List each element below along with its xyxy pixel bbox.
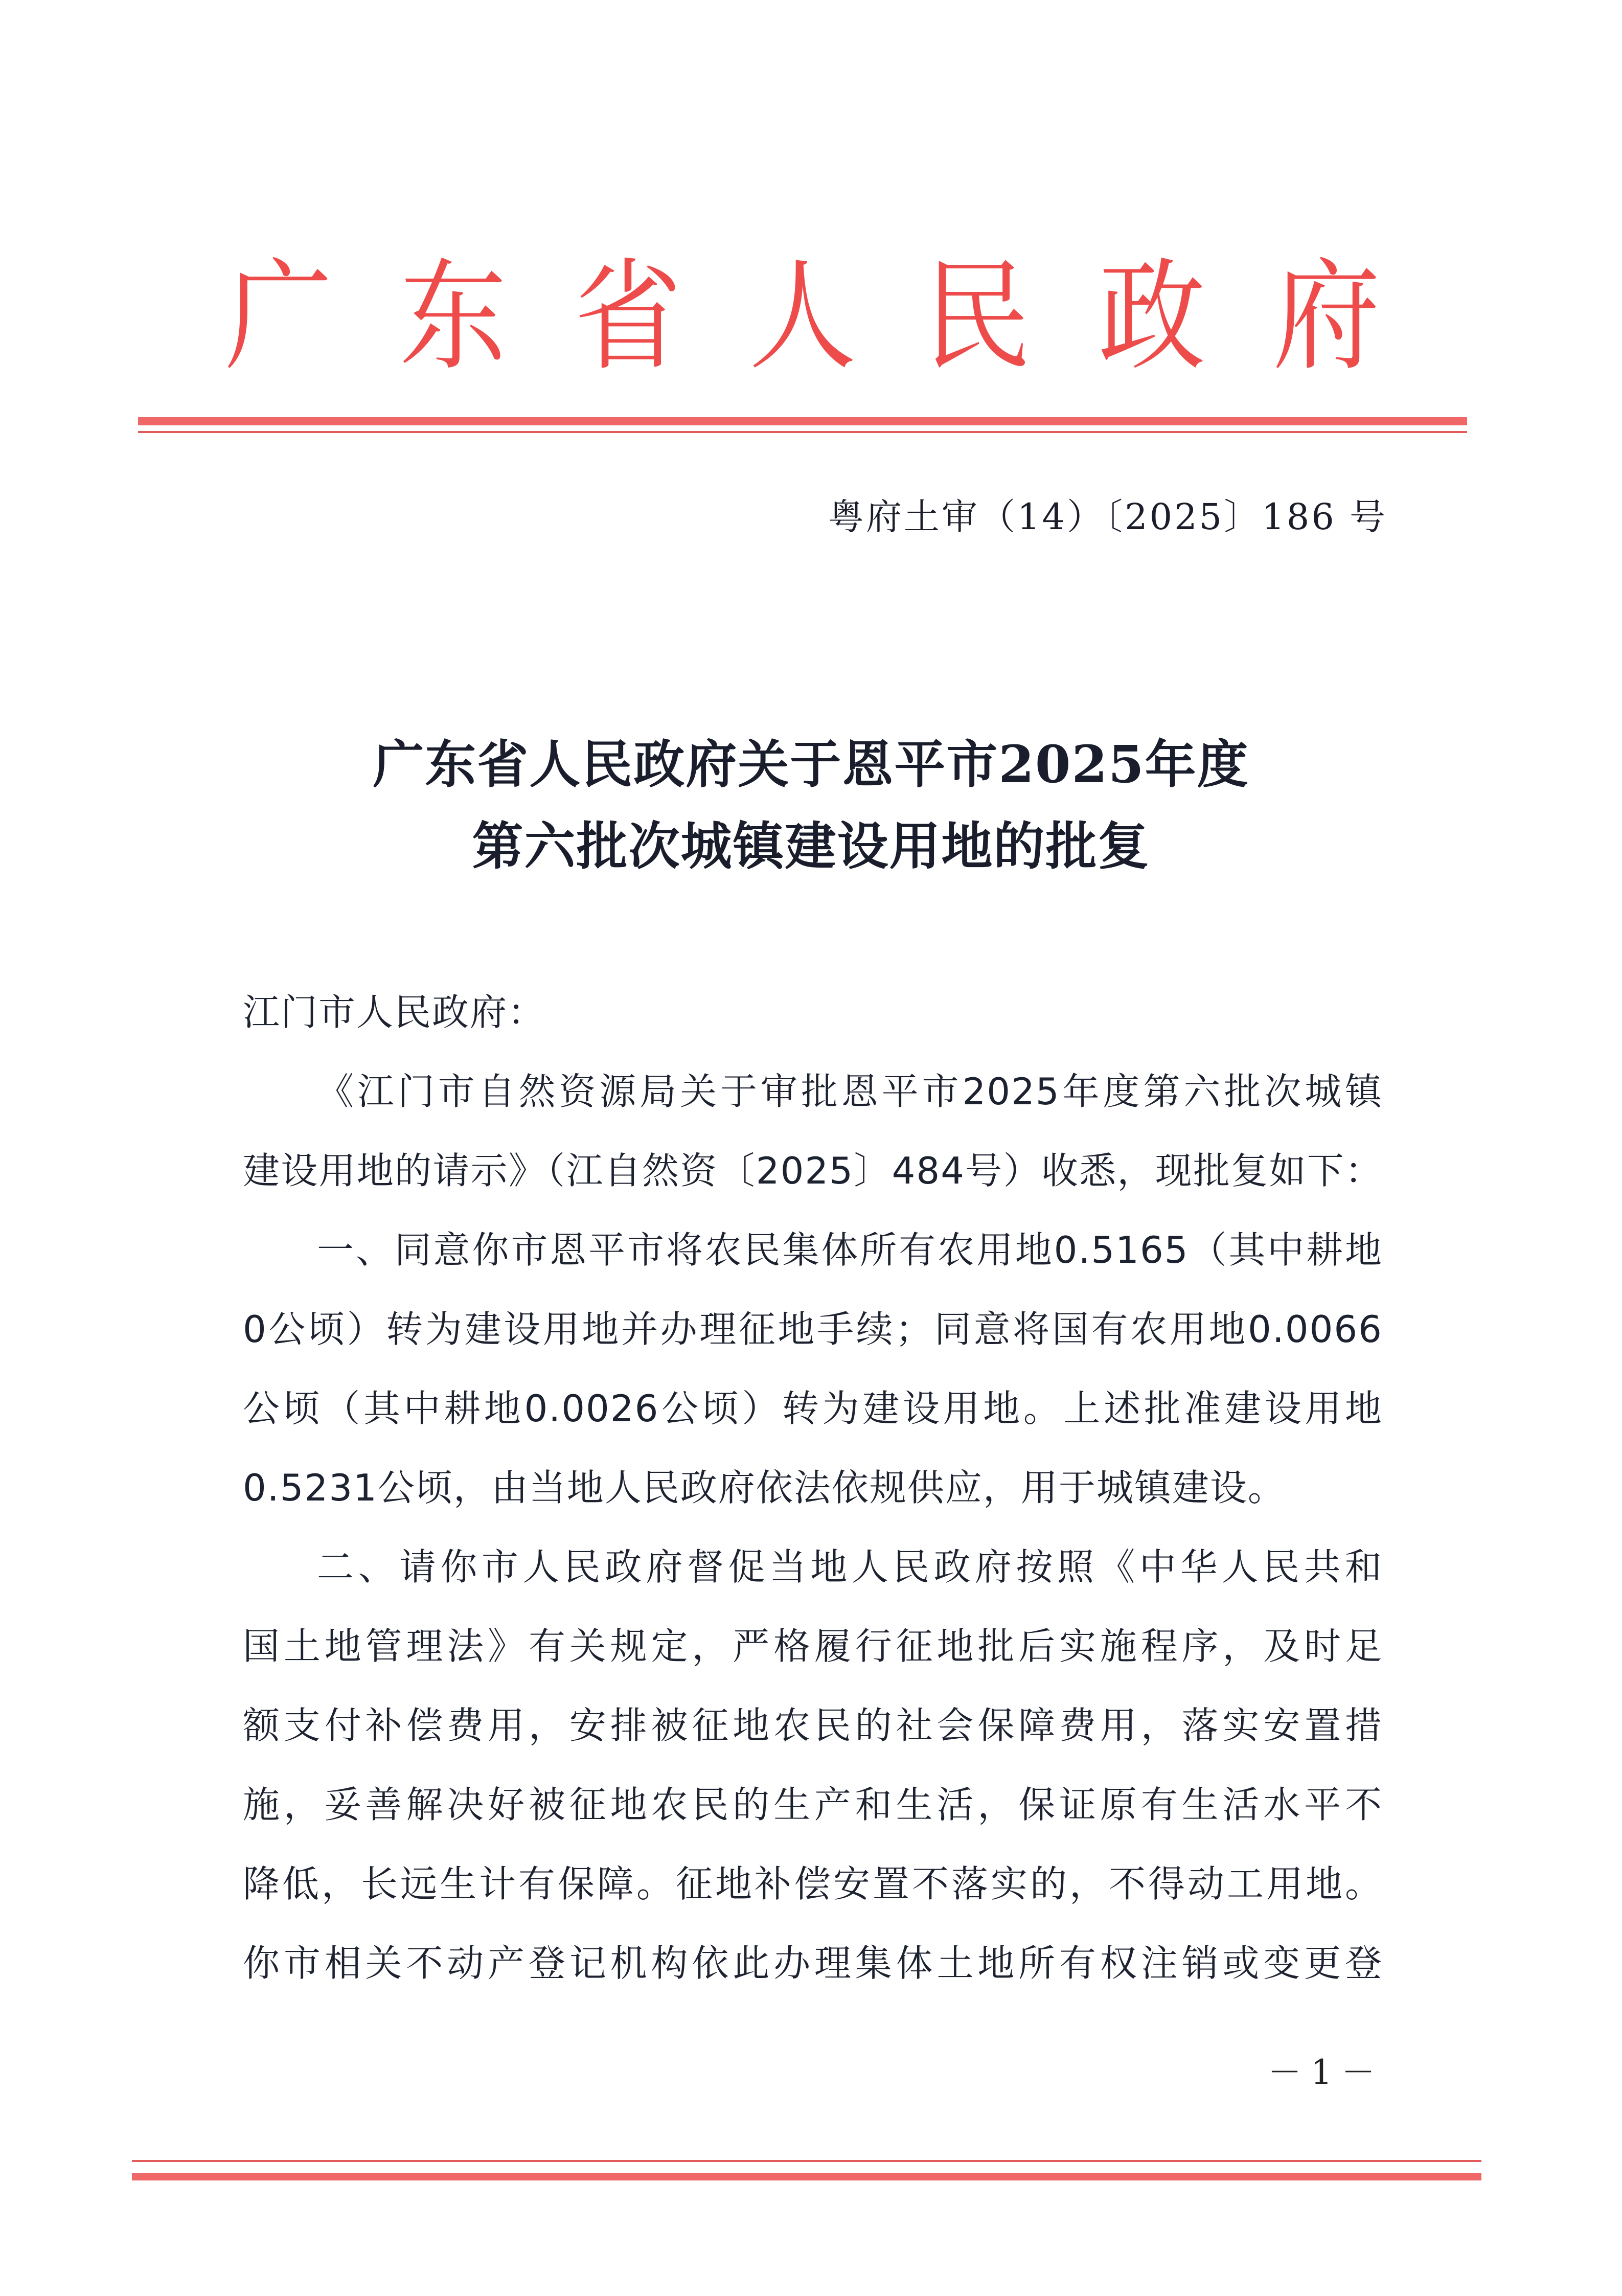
- body-line: 《江门市自然资源局关于审批恩平市2025年度第六批次城镇: [317, 1070, 1383, 1113]
- document-number: 粤府土审（14）〔2025〕186 号: [828, 496, 1388, 538]
- masthead-char: 人: [748, 246, 856, 387]
- body-line: 国土地管理法》有关规定，严格履行征地批后实施程序，及时足: [243, 1625, 1383, 1668]
- body-line: 公顷（其中耕地0.0026公顷）转为建设用地。上述批准建设用地: [243, 1387, 1383, 1430]
- body-line: 一、同意你市恩平市将农民集体所有农用地0.5165（其中耕地: [317, 1229, 1383, 1271]
- body-line: 你市相关不动产登记机构依此办理集体土地所有权注销或变更登: [243, 1942, 1383, 1985]
- footer-rule-thick: [132, 2173, 1481, 2180]
- addressee: 江门市人民政府：: [243, 991, 546, 1034]
- body-line: 二、请你市人民政府督促当地人民政府按照《中华人民共和: [317, 1545, 1383, 1588]
- masthead: [225, 246, 1380, 387]
- masthead-char: 政: [1098, 246, 1206, 387]
- body-line: 降低，长远生计有保障。征地补偿安置不落实的，不得动工用地。: [243, 1862, 1383, 1905]
- page-number: －1－: [1268, 2053, 1384, 2092]
- masthead-char: 省: [574, 246, 682, 387]
- document-title-line-1: 广东省人民政府关于恩平市2025年度: [373, 734, 1249, 794]
- masthead-char: 民: [923, 246, 1031, 387]
- footer-rule-thin: [132, 2160, 1481, 2162]
- masthead-char: 广: [225, 246, 333, 387]
- header-rule-thick: [138, 417, 1467, 425]
- body-line: 0公顷）转为建设用地并办理征地手续；同意将国有农用地0.0066: [243, 1308, 1383, 1351]
- masthead-char: 府: [1272, 246, 1380, 387]
- body-line: 0.5231公顷，由当地人民政府依法依规供应，用于城镇建设。: [243, 1466, 1286, 1509]
- masthead-char: 东: [399, 246, 507, 387]
- body-line: 额支付补偿费用，安排被征地农民的社会保障费用，落实安置措: [243, 1704, 1383, 1747]
- body-line: 建设用地的请示》（江自然资〔2025〕484号）收悉，现批复如下：: [243, 1149, 1383, 1192]
- header-rule-thin: [138, 431, 1467, 433]
- body-line: 施，妥善解决好被征地农民的生产和生活，保证原有生活水平不: [243, 1783, 1383, 1826]
- document-title-line-2: 第六批次城镇建设用地的批复: [472, 816, 1150, 876]
